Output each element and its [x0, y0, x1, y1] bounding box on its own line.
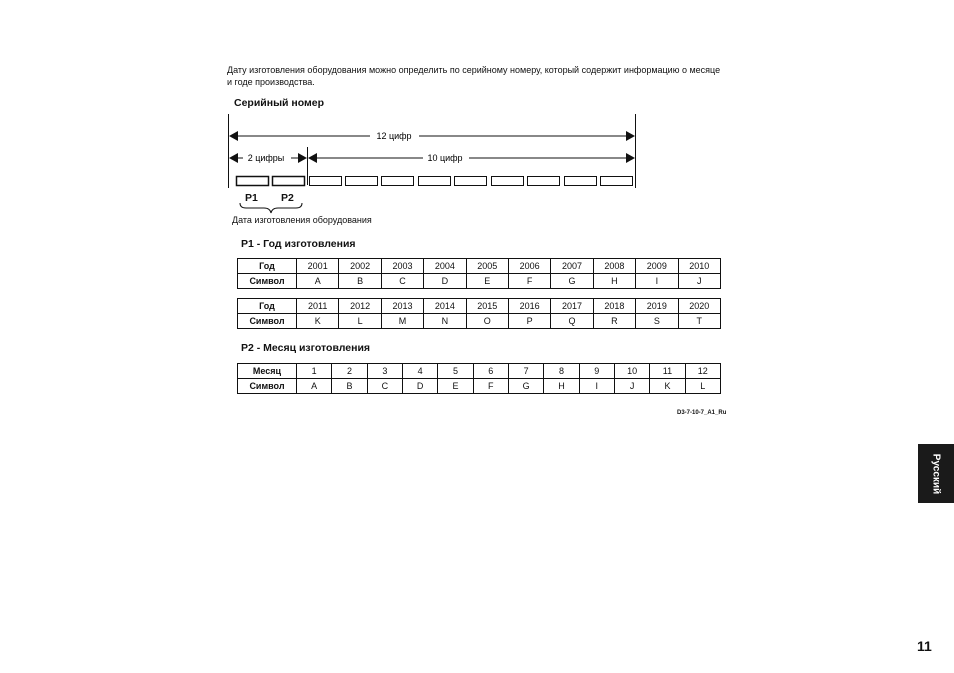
digit-box [601, 177, 633, 186]
rest-digits-label: 10 цифр [427, 153, 463, 163]
diagram-caption: Дата изготовления оборудования [232, 215, 372, 225]
year-cell: 2012 [339, 299, 381, 314]
symbol-cell: F [473, 379, 508, 394]
document-id: D3-7-10-7_A1_Ru [677, 410, 727, 416]
symbol-cell: N [424, 314, 466, 329]
year-cell: 2002 [339, 259, 381, 274]
symbol-cell: I [636, 274, 678, 289]
symbol-cell: H [544, 379, 579, 394]
symbol-cell: H [593, 274, 635, 289]
month-cell: 1 [297, 364, 332, 379]
symbol-cell: P [508, 314, 550, 329]
digit-box [310, 177, 342, 186]
total-digits-label: 12 цифр [376, 131, 412, 141]
language-tab-label: Русский [930, 453, 942, 494]
symbol-cell: O [466, 314, 508, 329]
symbol-cell: K [297, 314, 339, 329]
year-cell: 2015 [466, 299, 508, 314]
symbol-header-cell: Символ [238, 274, 297, 289]
year-cell: 2004 [424, 259, 466, 274]
symbol-cell: I [579, 379, 614, 394]
year-cell: 2007 [551, 259, 593, 274]
month-cell: 10 [614, 364, 649, 379]
year-cell: 2016 [508, 299, 550, 314]
digit-box [237, 177, 269, 186]
year-row [238, 299, 721, 314]
month-cell: 12 [685, 364, 720, 379]
digit-box [382, 177, 414, 186]
symbol-row [238, 379, 721, 394]
year-cell: 2017 [551, 299, 593, 314]
digit-box [346, 177, 378, 186]
month-row [238, 364, 721, 379]
year-cell: 2010 [678, 259, 720, 274]
p2-section-title: P2 - Месяц изготовления [241, 342, 371, 354]
symbol-cell: S [636, 314, 678, 329]
serial-number-title: Серийный номер [234, 97, 325, 109]
digit-boxes [237, 177, 633, 186]
symbol-cell: A [297, 379, 332, 394]
arrow-left-icon [229, 153, 238, 163]
year-cell: 2018 [593, 299, 635, 314]
symbol-cell: C [381, 274, 423, 289]
year-cell: 2019 [636, 299, 678, 314]
symbol-cell: J [614, 379, 649, 394]
digit-box [273, 177, 305, 186]
year-table-1 [237, 258, 721, 289]
month-table [237, 363, 721, 394]
digit-box [528, 177, 560, 186]
year-table-2 [237, 298, 721, 329]
digit-box [419, 177, 451, 186]
year-cell: 2009 [636, 259, 678, 274]
month-cell: 8 [544, 364, 579, 379]
arrow-left-icon [308, 153, 317, 163]
month-cell: 5 [438, 364, 473, 379]
arrow-right-icon [626, 131, 635, 141]
symbol-cell: M [381, 314, 423, 329]
year-header-cell: Год [238, 259, 297, 274]
year-cell: 2011 [297, 299, 339, 314]
symbol-cell: A [297, 274, 339, 289]
symbol-cell: B [332, 379, 367, 394]
symbol-cell: L [685, 379, 720, 394]
first-digits-label: 2 цифры [247, 153, 285, 163]
symbol-cell: D [424, 274, 466, 289]
year-cell: 2006 [508, 259, 550, 274]
year-cell: 2001 [297, 259, 339, 274]
language-tab [918, 444, 954, 503]
year-header-cell: Год [238, 299, 297, 314]
month-cell: 9 [579, 364, 614, 379]
year-cell: 2005 [466, 259, 508, 274]
symbol-row [238, 274, 721, 289]
p2-label: P2 [281, 192, 294, 204]
page-number: 11 [917, 638, 932, 654]
intro-text: Дату изготовления оборудования можно определить по серийному номеру, который содержит информацию о месяце и годе производства. [227, 65, 721, 87]
symbol-cell: L [339, 314, 381, 329]
arrow-right-icon [298, 153, 307, 163]
year-row [238, 259, 721, 274]
arrow-left-icon [229, 131, 238, 141]
symbol-cell: R [593, 314, 635, 329]
symbol-cell: C [367, 379, 402, 394]
year-cell: 2020 [678, 299, 720, 314]
symbol-cell: D [402, 379, 437, 394]
digit-box [492, 177, 524, 186]
symbol-cell: E [438, 379, 473, 394]
symbol-cell: J [678, 274, 720, 289]
year-cell: 2008 [593, 259, 635, 274]
digit-box [455, 177, 487, 186]
symbol-cell: G [508, 379, 543, 394]
symbol-cell: B [339, 274, 381, 289]
symbol-cell: E [466, 274, 508, 289]
symbol-cell: T [678, 314, 720, 329]
year-cell: 2014 [424, 299, 466, 314]
symbol-cell: F [508, 274, 550, 289]
month-cell: 6 [473, 364, 508, 379]
arrow-right-icon [626, 153, 635, 163]
year-cell: 2013 [381, 299, 423, 314]
p1-section-title: P1 - Год изготовления [241, 238, 356, 250]
symbol-header-cell: Символ [238, 379, 297, 394]
month-cell: 7 [508, 364, 543, 379]
month-cell: 11 [650, 364, 685, 379]
month-header-cell: Месяц [238, 364, 297, 379]
p1-label: P1 [245, 192, 258, 204]
symbol-cell: K [650, 379, 685, 394]
month-cell: 4 [402, 364, 437, 379]
symbol-header-cell: Символ [238, 314, 297, 329]
symbol-cell: Q [551, 314, 593, 329]
year-cell: 2003 [381, 259, 423, 274]
brace-icon [240, 203, 302, 213]
digit-box [565, 177, 597, 186]
month-cell: 2 [332, 364, 367, 379]
symbol-cell: G [551, 274, 593, 289]
symbol-row [238, 314, 721, 329]
month-cell: 3 [367, 364, 402, 379]
